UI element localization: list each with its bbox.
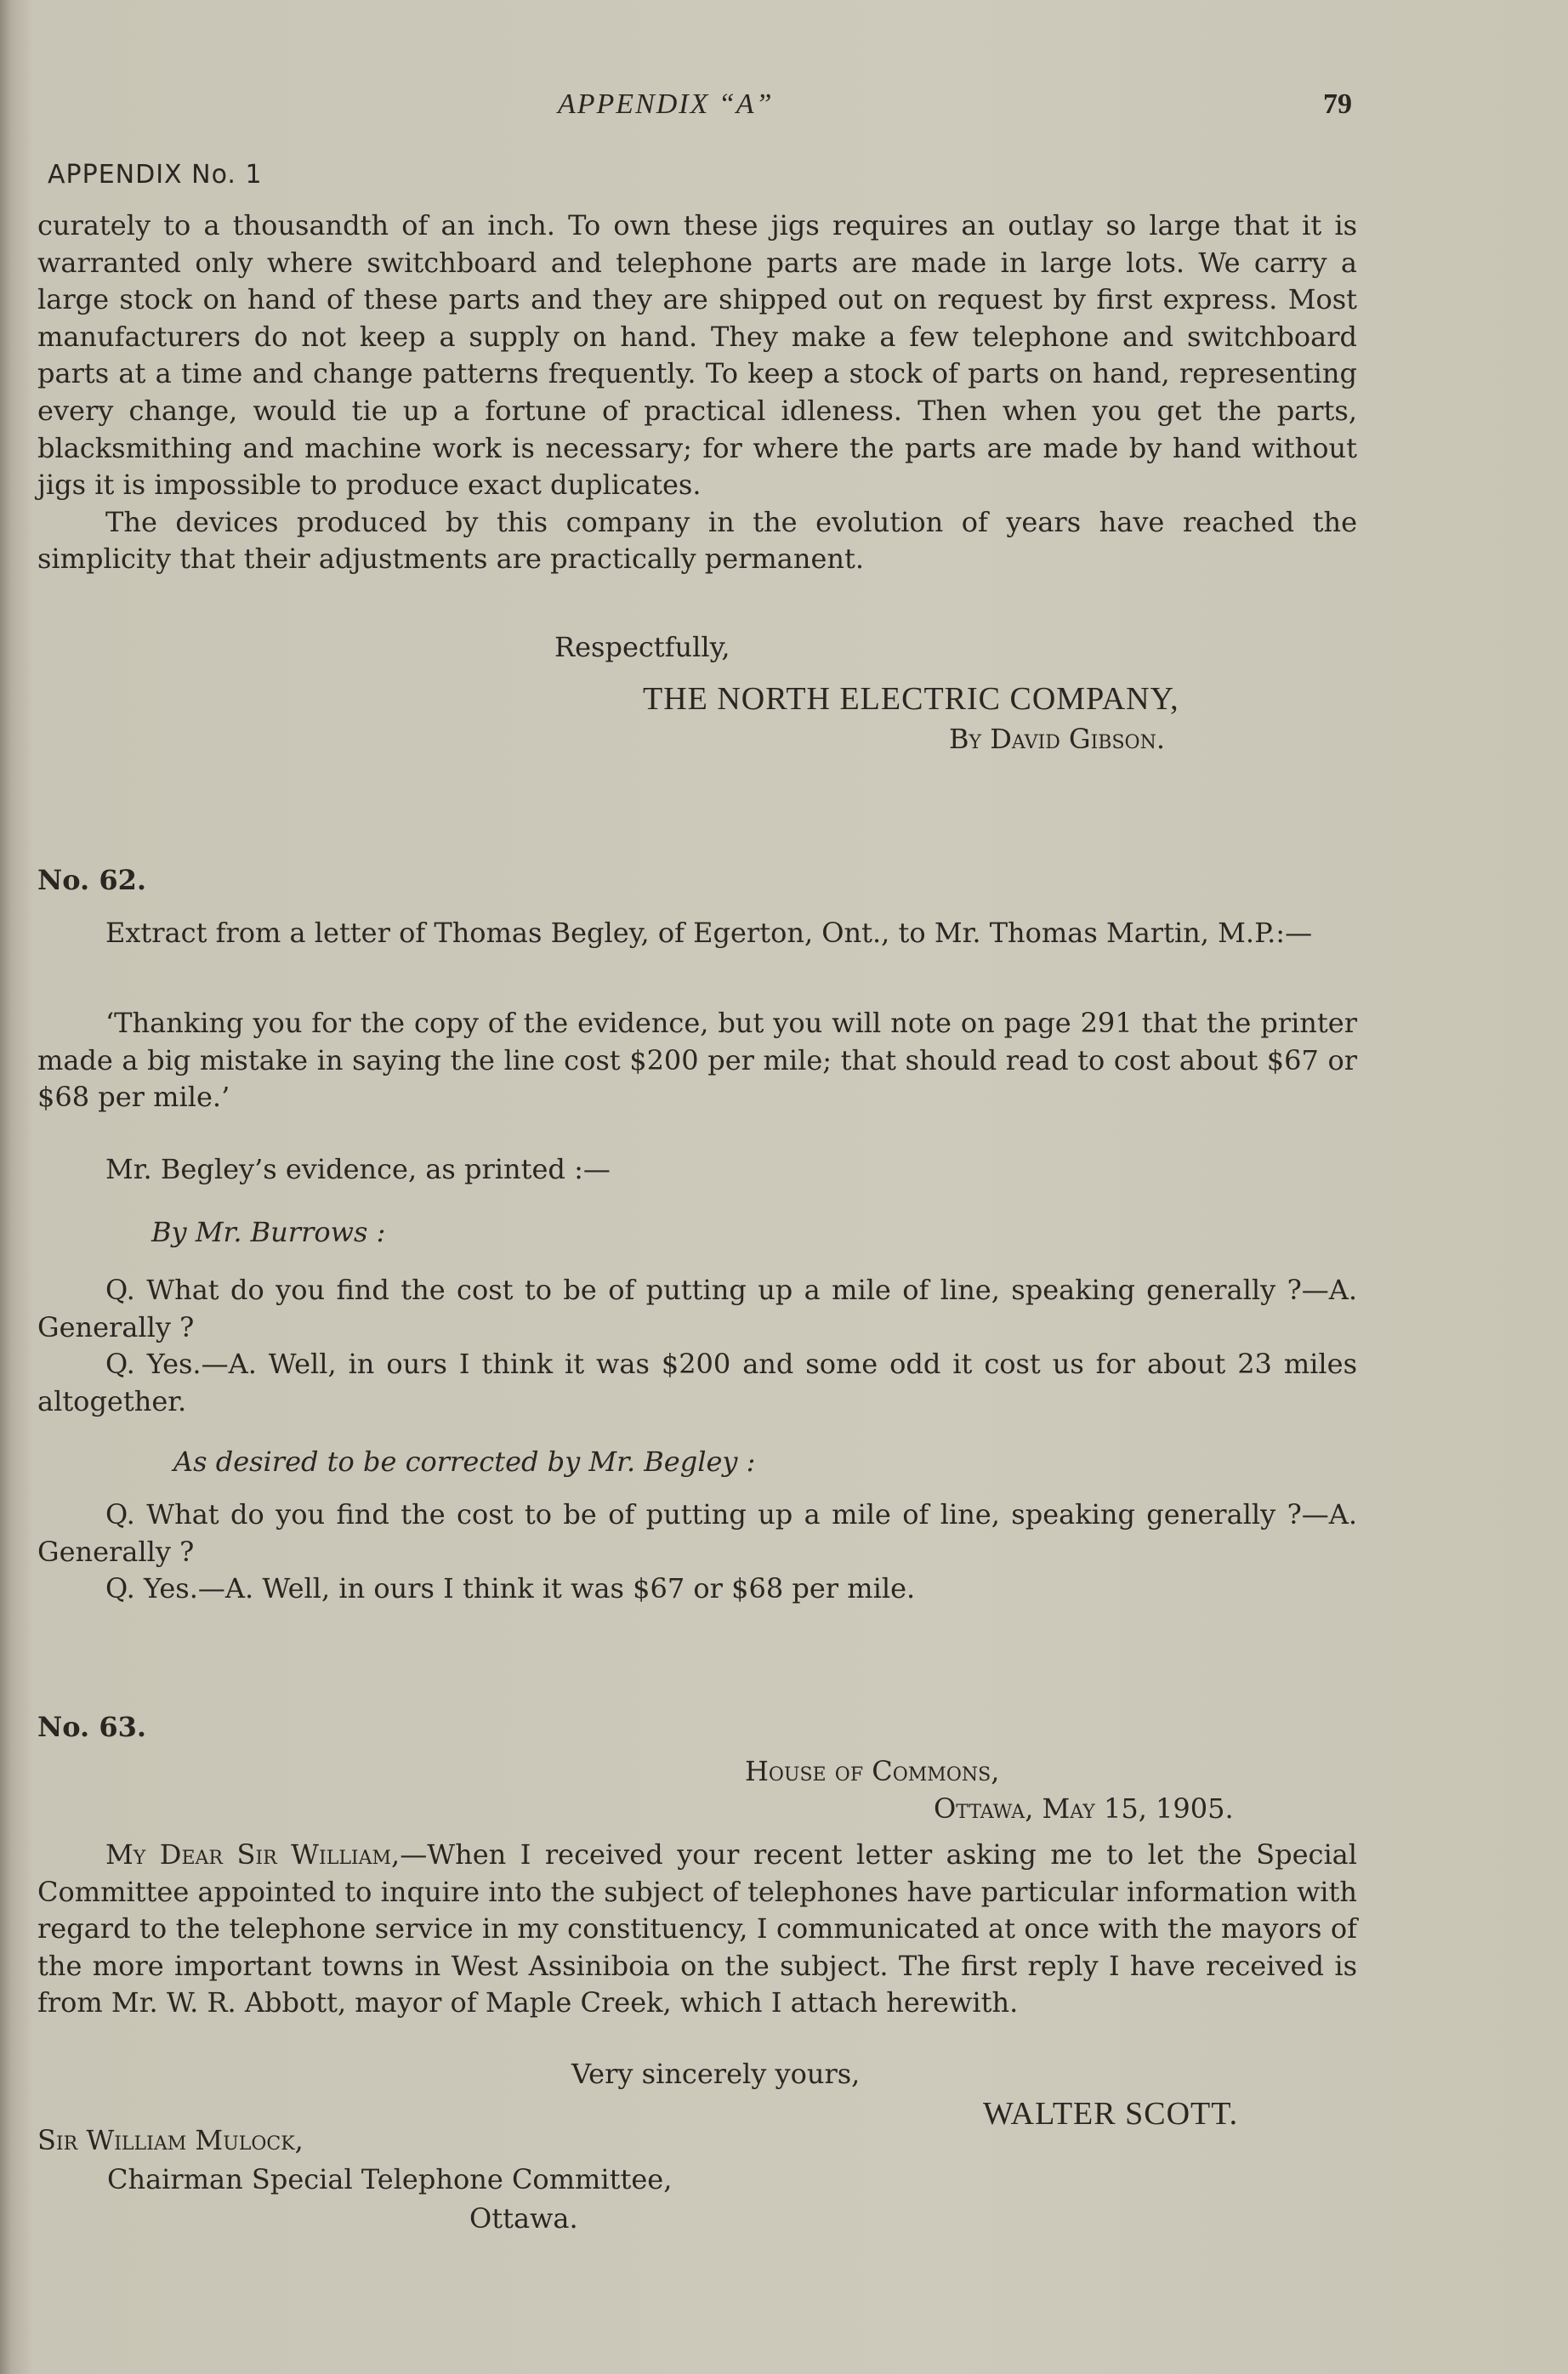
- extract-intro: Extract from a letter of Thomas Begley, of Egerton, Ont., to Mr. Thomas Martin, M.P.:—: [105, 917, 1313, 949]
- section-62-intro: [37, 915, 1357, 952]
- appendix-number: APPENDIX No. 1: [48, 160, 263, 190]
- letter-paragraph-1: curately to a thousandth of an inch. To own these jigs requires an outlay so large that it is warranted only where switchboard and telephone parts are made in large lots. We carry a large stock on hand of these parts and they are shipped out on request by first express. Most manufacturers do not keep a supply on hand. They make a few telephone and switchboard parts at a time and change patterns frequently. To keep a stock of parts on hand, representing every change, would tie up a fortune of practical idleness. Then when you get the parts, blacksmithing and machine work is necessary; for where the parts are made by hand without jigs it is impossible to produce exact duplicates.: [37, 209, 1357, 502]
- address-line-2: Ottawa, May 15, 1905.: [934, 1792, 1234, 1825]
- recipient-title: Chairman Special Telephone Committee,: [107, 2163, 673, 2195]
- printed-evidence: [37, 1272, 1357, 1420]
- begley-quote: ‘Thanking you for the copy of the evidence, but you will note on page 291 that the printer made a big mistake in saying the line cost $200 per mile; that should read to cost about $67 or $68 per mile.’: [37, 1007, 1357, 1114]
- address-line-1: House of Commons,: [745, 1755, 1000, 1787]
- letter-closing: Respectfully,: [554, 631, 730, 663]
- letter-body: [37, 207, 1357, 578]
- evidence-intro: Mr. Begley’s evidence, as printed :—: [105, 1153, 611, 1185]
- header-title: APPENDIX “A”: [558, 88, 774, 120]
- section-heading-62: No. 62.: [37, 864, 146, 896]
- printed-question-2: Q. Yes.—A. Well, in ours I think it was $200 and some odd it cost us for about 23 miles altogether.: [37, 1348, 1357, 1417]
- salutation: My Dear Sir William,: [105, 1838, 401, 1871]
- section-62-quote: [37, 1005, 1357, 1116]
- letter-paragraph-2: The devices produced by this company in the evolution of years have reached the simplicity that their adjustments are practically permanent.: [37, 505, 1357, 576]
- letter-63-body: —When I received your recent letter asking me to let the Special Committee appointed to inquire into the subject of telephones have particular information with regard to the telephone service in my constituency, I communicated at once with the mayors of the more important towns in West Assiniboia on the subject. The first reply I have received is from Mr. W. R. Abbott, mayor of Maple Creek, which I attach herewith.: [37, 1838, 1357, 2019]
- printed-question-1: Q. What do you find the cost to be of putting up a mile of line, speaking generally ?—A. Generally ?: [37, 1274, 1357, 1343]
- page-number: 79: [1323, 88, 1352, 120]
- corrected-question-1: Q. What do you find the cost to be of putting up a mile of line, speaking generally ?—A. Generally ?: [37, 1498, 1357, 1568]
- section-63-letter: [37, 1837, 1357, 2022]
- letter-signatory: By David Gibson.: [949, 723, 1165, 755]
- signature-walter-scott: WALTER SCOTT.: [983, 2096, 1239, 2132]
- recipient-name: Sir William Mulock,: [37, 2124, 304, 2156]
- section-heading-63: No. 63.: [37, 1711, 146, 1743]
- recipient-city: Ottawa.: [469, 2202, 578, 2235]
- company-name: THE NORTH ELECTRIC COMPANY,: [643, 681, 1179, 717]
- running-header: [0, 88, 1568, 129]
- corrected-evidence: [37, 1497, 1357, 1608]
- closing-sincerely: Very sincerely yours,: [571, 2058, 861, 2090]
- corrected-heading: As desired to be corrected by Mr. Begley :: [173, 1445, 756, 1478]
- corrected-question-2: Q. Yes.—A. Well, in ours I think it was $67 or $68 per mile.: [105, 1572, 916, 1605]
- by-mr-burrows: By Mr. Burrows :: [151, 1216, 386, 1248]
